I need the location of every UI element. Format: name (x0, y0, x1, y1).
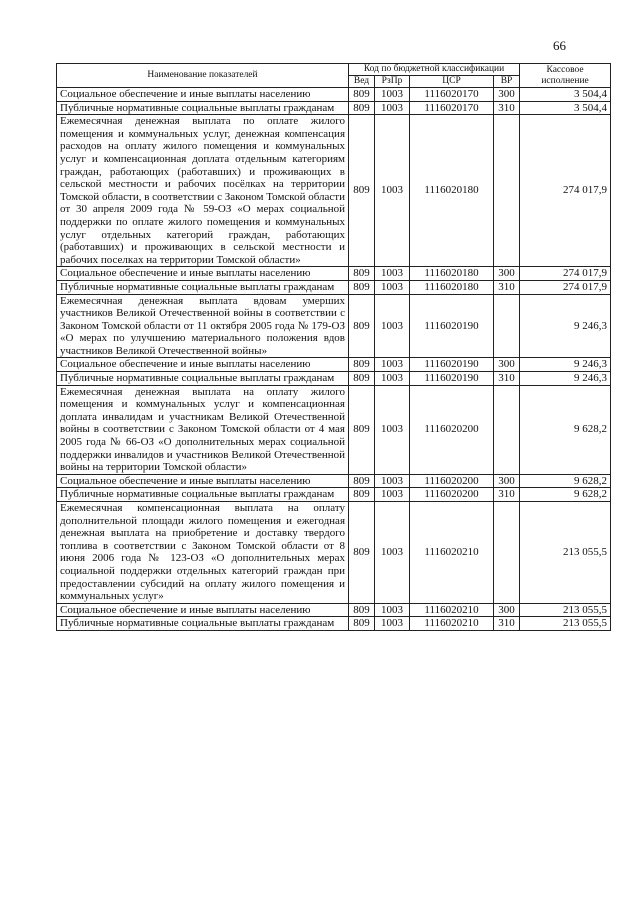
row-amount: 274 017,9 (520, 280, 611, 294)
row-rzpr: 1003 (375, 474, 410, 488)
row-amount: 9 246,3 (520, 358, 611, 372)
row-vr (494, 502, 520, 604)
row-name: Публичные нормативные социальные выплаты гражданам (57, 280, 349, 294)
row-rzpr: 1003 (375, 101, 410, 115)
row-vr: 310 (494, 372, 520, 386)
row-name: Ежемесячная денежная выплата на оплату жилого помещения и коммунальных услуг и компенсационная доплата инвалидам и участникам Великой Отечественной войны в соответствии с Законом Томской области от 4 мая 2005 года № 66-ОЗ «О дополнительных мерах социальной поддержки инвалидов и участников Великой Отечественной войны на территории Томской области» (57, 385, 349, 474)
row-vr (494, 115, 520, 267)
table-row (57, 502, 611, 604)
budget-table (56, 63, 611, 631)
row-amount: 9 628,2 (520, 488, 611, 502)
row-vr: 310 (494, 488, 520, 502)
row-ved: 809 (349, 502, 375, 604)
row-amount: 274 017,9 (520, 115, 611, 267)
row-csr: 1116020190 (410, 358, 494, 372)
row-ved: 809 (349, 474, 375, 488)
header-vr: ВР (494, 76, 520, 88)
row-csr: 1116020200 (410, 385, 494, 474)
row-ved: 809 (349, 280, 375, 294)
header-ved: Вед (349, 76, 375, 88)
row-ved: 809 (349, 372, 375, 386)
row-rzpr: 1003 (375, 358, 410, 372)
row-csr: 1116020170 (410, 88, 494, 102)
row-amount: 9 246,3 (520, 372, 611, 386)
table-row (57, 474, 611, 488)
row-amount: 9 628,2 (520, 474, 611, 488)
table-header (57, 64, 611, 88)
row-rzpr: 1003 (375, 617, 410, 631)
row-name: Ежемесячная денежная выплата вдовам умерших участников Великой Отечественной войны в соответствии с Законом Томской области от 11 октября 2005 года № 179-ОЗ «О мерах по улучшению материального положения вдов участников Великой Отечественной войны» (57, 294, 349, 358)
row-amount: 274 017,9 (520, 267, 611, 281)
row-amount: 213 055,5 (520, 502, 611, 604)
row-name: Публичные нормативные социальные выплаты гражданам (57, 101, 349, 115)
row-name: Ежемесячная денежная выплата по оплате жилого помещения и коммунальных услуг, денежная компенсация расходов на оплату жилого помещения и коммунальных услуг и компенсационная доплата отдельным категориям граждан, работающих (работавших) и проживающих в сельской местности и рабочих посёлках на территории Томской области, в соответствии с Законом Томской области от 30 апреля 2009 года № 59-ОЗ «О мерах социальной поддержки по оплате жилого помещения и коммунальных услуг отдельных категорий граждан, работающих (работавших) и проживающих в сельской местности и рабочих поселках на территории Томской области» (57, 115, 349, 267)
row-ved: 809 (349, 488, 375, 502)
table-row (57, 385, 611, 474)
row-amount: 9 246,3 (520, 294, 611, 358)
header-name: Наименование показателей (57, 64, 349, 88)
row-vr: 310 (494, 101, 520, 115)
table-row (57, 294, 611, 358)
row-ved: 809 (349, 101, 375, 115)
row-ved: 809 (349, 385, 375, 474)
row-name: Социальное обеспечение и иные выплаты населению (57, 267, 349, 281)
row-rzpr: 1003 (375, 267, 410, 281)
row-csr: 1116020190 (410, 372, 494, 386)
table-row (57, 88, 611, 102)
row-rzpr: 1003 (375, 372, 410, 386)
table-row (57, 617, 611, 631)
row-csr: 1116020210 (410, 617, 494, 631)
row-amount: 9 628,2 (520, 385, 611, 474)
row-rzpr: 1003 (375, 294, 410, 358)
row-rzpr: 1003 (375, 88, 410, 102)
table-row (57, 280, 611, 294)
row-rzpr: 1003 (375, 488, 410, 502)
row-csr: 1116020180 (410, 115, 494, 267)
table-body (57, 88, 611, 631)
table-row (57, 101, 611, 115)
row-name: Публичные нормативные социальные выплаты гражданам (57, 372, 349, 386)
row-name: Социальное обеспечение и иные выплаты населению (57, 88, 349, 102)
row-ved: 809 (349, 115, 375, 267)
row-csr: 1116020200 (410, 474, 494, 488)
row-csr: 1116020170 (410, 101, 494, 115)
row-vr: 300 (494, 603, 520, 617)
row-rzpr: 1003 (375, 502, 410, 604)
row-rzpr: 1003 (375, 385, 410, 474)
page-number: 66 (553, 38, 566, 53)
header-amount: Кассовое исполнение (520, 64, 611, 88)
row-amount: 213 055,5 (520, 603, 611, 617)
row-name: Социальное обеспечение и иные выплаты населению (57, 474, 349, 488)
row-name: Социальное обеспечение и иные выплаты населению (57, 603, 349, 617)
row-vr: 300 (494, 358, 520, 372)
table-row (57, 115, 611, 267)
row-ved: 809 (349, 267, 375, 281)
row-csr: 1116020180 (410, 267, 494, 281)
row-vr: 310 (494, 280, 520, 294)
row-name: Публичные нормативные социальные выплаты гражданам (57, 617, 349, 631)
row-vr: 300 (494, 88, 520, 102)
row-rzpr: 1003 (375, 603, 410, 617)
row-vr (494, 294, 520, 358)
table-row (57, 372, 611, 386)
row-vr: 310 (494, 617, 520, 631)
row-name: Ежемесячная компенсационная выплата на оплату дополнительной площади жилого помещения и ежегодная денежная выплата на приобретение и доставку твердого топлива в соответствии с Законом Томской области от 8 июня 2006 года № 123-ОЗ «О дополнительных мерах социальной поддержки отдельных категорий граждан при предоставлении субсидий на оплату жилого помещения и коммунальных услуг» (57, 502, 349, 604)
table-row (57, 358, 611, 372)
row-ved: 809 (349, 88, 375, 102)
row-ved: 809 (349, 603, 375, 617)
table-row (57, 603, 611, 617)
row-ved: 809 (349, 294, 375, 358)
header-csr: ЦСР (410, 76, 494, 88)
row-csr: 1116020180 (410, 280, 494, 294)
row-csr: 1116020210 (410, 603, 494, 617)
row-csr: 1116020210 (410, 502, 494, 604)
row-vr (494, 385, 520, 474)
row-amount: 213 055,5 (520, 617, 611, 631)
row-rzpr: 1003 (375, 280, 410, 294)
table-row (57, 267, 611, 281)
row-name: Публичные нормативные социальные выплаты гражданам (57, 488, 349, 502)
row-vr: 300 (494, 474, 520, 488)
row-ved: 809 (349, 358, 375, 372)
row-rzpr: 1003 (375, 115, 410, 267)
header-code-group: Код по бюджетной классификации (349, 64, 520, 76)
row-amount: 3 504,4 (520, 101, 611, 115)
row-csr: 1116020200 (410, 488, 494, 502)
row-name: Социальное обеспечение и иные выплаты населению (57, 358, 349, 372)
row-ved: 809 (349, 617, 375, 631)
row-amount: 3 504,4 (520, 88, 611, 102)
header-rzpr: РзПр (375, 76, 410, 88)
table-row (57, 488, 611, 502)
row-csr: 1116020190 (410, 294, 494, 358)
row-vr: 300 (494, 267, 520, 281)
